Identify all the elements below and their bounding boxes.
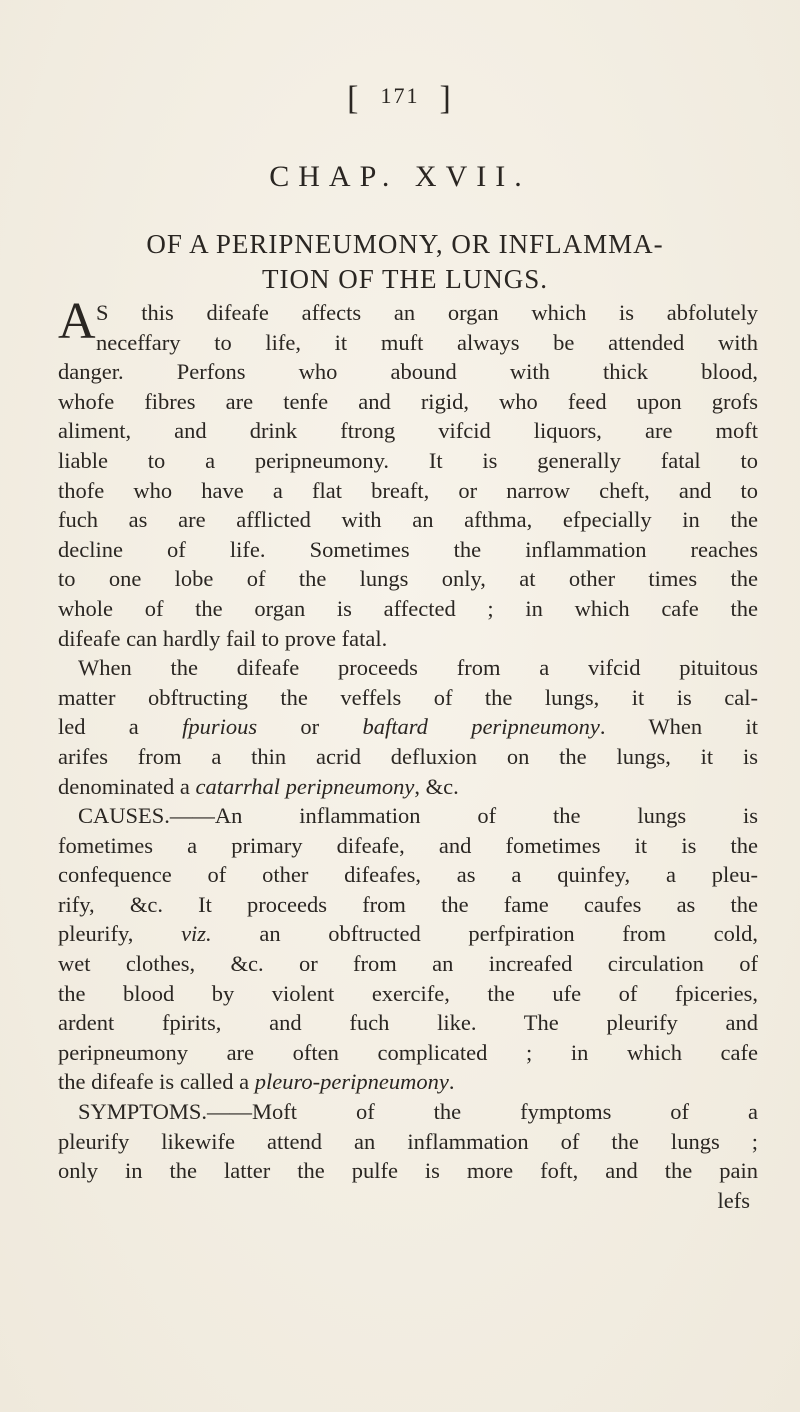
body-text xyxy=(58,293,758,1215)
italic-term: catarrhal peripneumony xyxy=(195,773,415,799)
text-span: the difeafe is called a xyxy=(58,1069,255,1095)
text-span: . When it xyxy=(599,714,758,740)
text-span: . xyxy=(448,1069,455,1095)
text-line: rify, &c. It proceeds from the fame caufes as the xyxy=(58,891,758,917)
text-line: matter obftructing the veffels of the lungs, it is cal- xyxy=(58,684,758,710)
text-line: only in the latter the pulfe is more foft, and the pain xyxy=(58,1158,758,1184)
text-line: wet clothes, &c. or from an increafed circulation of xyxy=(58,951,758,977)
text-line: confequence of other difeafes, as a quinfey, a pleu- xyxy=(58,862,758,888)
section-heading-causes: CAUSES.——An inflammation of the lungs is xyxy=(78,803,758,829)
text-line: the blood by violent exercife, the ufe of fpiceries, xyxy=(58,980,758,1006)
italic-term: pleuro-peripneumony xyxy=(254,1069,449,1095)
italic-term: viz. xyxy=(181,921,212,947)
text-span: denominated a xyxy=(58,773,196,799)
chapter-title xyxy=(40,227,770,297)
page-number-value: 171 xyxy=(380,83,420,108)
text-line: peripneumony are often complicated ; in which cafe xyxy=(58,1039,758,1065)
text-span: led a xyxy=(58,714,183,740)
text-line: thofe who have a flat breaft, or narrow cheft, and to xyxy=(58,477,758,503)
page-number-open-bracket: [ xyxy=(347,80,361,117)
text-line: danger. Perfons who abound with thick blood, xyxy=(58,359,758,385)
text-line xyxy=(58,1067,758,1097)
text-line: difeafe can hardly fail to prove fatal. xyxy=(58,625,388,651)
chapter-title-line-2: TION OF THE LUNGS. xyxy=(262,264,548,294)
section-heading-symptoms: SYMPTOMS.——Moft of the fymptoms of a xyxy=(78,1099,758,1125)
chapter-heading: CHAP. XVII. xyxy=(269,160,531,193)
catchword: lefs xyxy=(717,1187,750,1213)
text-line xyxy=(58,772,758,802)
text-line: arifes from a thin acrid defluxion on the lungs, it is xyxy=(58,743,758,769)
text-span: an obftructed perfpiration from cold, xyxy=(211,921,758,947)
text-span: pleurify, xyxy=(58,921,182,947)
page-number xyxy=(0,80,800,118)
text-line: ardent fpirits, and fuch like. The pleurify and xyxy=(58,1010,758,1036)
text-line xyxy=(58,712,758,742)
text-line: fometimes a primary difeafe, and fometimes it is the xyxy=(58,832,758,858)
drop-cap: A xyxy=(58,293,96,350)
text-line: whole of the organ is affected ; in which cafe the xyxy=(58,595,758,621)
text-line: pleurify likewife attend an inflammation of the lungs ; xyxy=(58,1128,758,1154)
text-line: decline of life. Sometimes the inflammation reaches xyxy=(58,536,758,562)
text-line: S this difeafe affects an organ which is abfolutely xyxy=(96,300,758,325)
text-line: whofe fibres are tenfe and rigid, who feed upon grofs xyxy=(58,388,758,414)
page-number-close-bracket: ] xyxy=(439,80,453,117)
text-line: fuch as are afflicted with an afthma, efpecially in the xyxy=(58,507,758,533)
italic-term: fpurious xyxy=(182,714,258,740)
text-line: aliment, and drink ftrong vifcid liquors, are moft xyxy=(58,418,758,444)
text-line: When the difeafe proceeds from a vifcid pituitous xyxy=(78,655,758,681)
italic-term: baftard peripneumony xyxy=(362,714,600,740)
text-line: to one lobe of the lungs only, at other times the xyxy=(58,566,758,592)
text-line: neceffary to life, it muft always be attended with xyxy=(96,329,758,355)
chapter-title-line-1: OF A PERIPNEUMONY, OR INFLAMMA- xyxy=(146,229,664,259)
text-line: liable to a peripneumony. It is generally fatal to xyxy=(58,447,758,473)
text-line xyxy=(58,919,758,949)
text-span: , &c. xyxy=(414,773,459,799)
text-span: or xyxy=(257,714,363,740)
